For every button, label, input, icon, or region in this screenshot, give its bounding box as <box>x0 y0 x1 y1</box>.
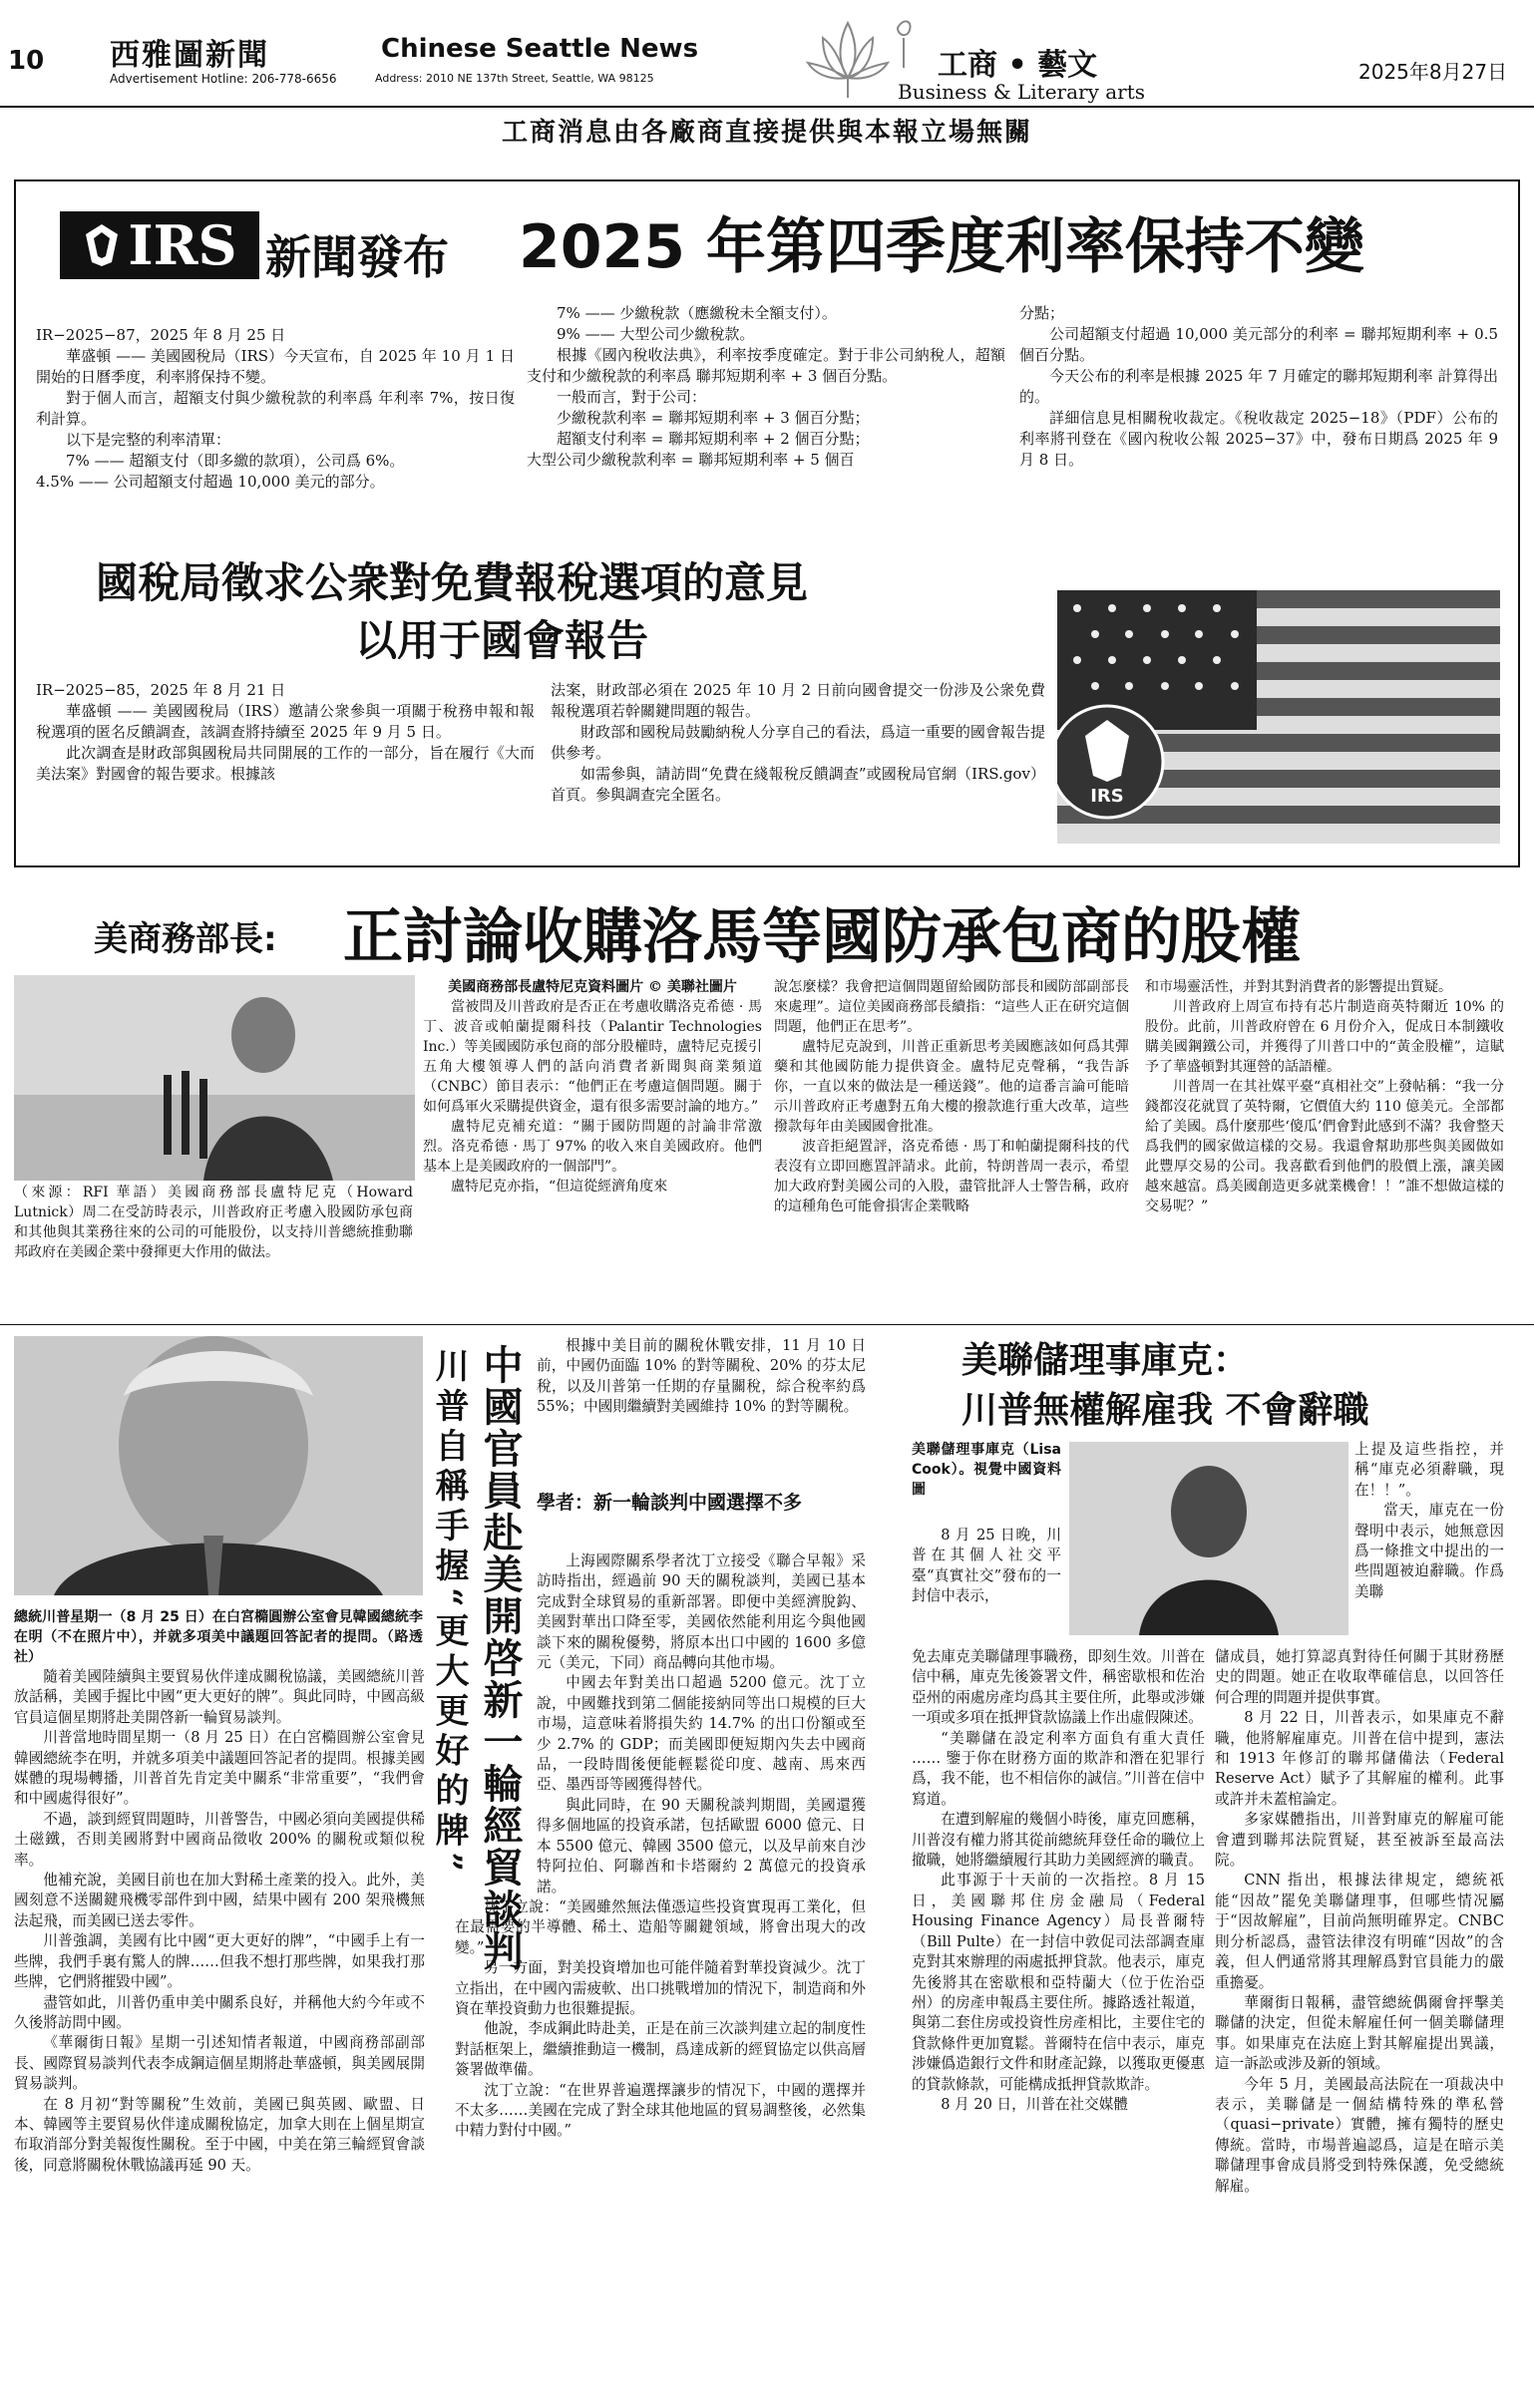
paragraph: 和市場靈活性，并對其對消費者的影響提出質疑。 <box>1145 979 1452 995</box>
paragraph: 華盛頓 —— 美國國稅局（IRS）今天宣布，自 2025 年 10 月 1 日開始的日曆季度，利率將保持不變。 <box>36 347 515 386</box>
paragraph: 多家媒體指出，川普對庫克的解雇可能會遭到聯邦法院質疑，甚至被訴至最高法院。 <box>1215 1811 1504 1870</box>
address: Address: 2010 NE 137th Street, Seattle, WA 98125 <box>375 72 654 85</box>
paragraph: 中國去年對美出口超過 5200 億元。沈丁立說，中國難找到第二個能接納同等出口規模的巨大市場，這意味着將損失約 14.7% 的出口份額或至少 2.7% 的 GDP；而美國即便短期內失去中國商品，一段時間後便能輕鬆從印度、越南、馬來西亞、墨西哥等國獲得替代。 <box>537 1674 866 1794</box>
irs2-col1 <box>36 680 535 785</box>
trump-photo <box>14 1336 423 1595</box>
paragraph: 不過，談到經貿問題時，川普警告，中國必須向美國提供稀土磁鐵，否則美國將對中國商品徵收 200% 的關稅或類似稅率。 <box>14 1810 425 1869</box>
paragraph: 說怎麼樣？我會把這個問題留給國防部長和國防部副部長來處理”。這位美國商務部長續指：“這些人正在研究這個問題，他們正在思考”。 <box>774 979 1129 1035</box>
fed-caption: 美聯儲理事庫克（Lisa Cook）。視覺中國資料圖 <box>912 1442 1061 1498</box>
commerce-col4 <box>1145 977 1504 1216</box>
fed-col1 <box>912 1647 1205 2115</box>
paragraph: 4.5% —— 公司超額支付超過 10,000 美元的部分。 <box>36 473 385 491</box>
irs1-dateline: IR−2025−87，2025 年 8 月 25 日 <box>36 326 286 344</box>
irs2-col2 <box>551 680 1045 806</box>
paragraph: 財政部和國稅局鼓勵納稅人分享自己的看法，爲這一重要的國會報告提供參考。 <box>551 723 1045 762</box>
paragraph: 在遭到解雇的幾個小時後，庫克回應稱，川普沒有權力將其從前總統拜登任命的職位上撤職，她將繼續履行其助力美國經濟的職責。 <box>912 1811 1205 1870</box>
paragraph: 詳細信息見相關稅收裁定。《稅收裁定 2025−18》（PDF）公布的利率將刊登在《國內稅收公報 2025−37》中，發布日期爲 2025 年 9 月 8 日。 <box>1019 409 1498 469</box>
paragraph: 當被問及川普政府是否正在考慮收購洛克希德 · 馬丁、波音或帕蘭提爾科技（Palantir Technologies Inc.）等美國國防承包商的部分股權時，盧特尼克援引五角大樓領導人們的話向消費者新聞與商業頻道（CNBC）節目表示：“他們正在考慮這個問題。關于如何爲軍火采購提供資金，還有很多需要討論的地方。” <box>423 999 762 1115</box>
paragraph: “美聯儲在設定利率方面負有重大責任 …… 鑒于你在財務方面的欺詐和潛在犯罪行爲，我不能，也不相信你的誠信。”川普在信中寫道。 <box>912 1729 1205 1808</box>
irs1-col2 <box>527 303 1005 471</box>
lutnick-photo <box>14 975 415 1181</box>
paragraph: 當天，庫克在一份聲明中表示，她無意因爲一條推文中提出的一些問題被迫辭職。作爲美聯 <box>1354 1502 1504 1600</box>
paragraph: 沈丁立說：“美國雖然無法僅憑這些投資實現再工業化，但在最需要的半導體、稀土、造船等關鍵領域，將會出現大的改變。” <box>455 1897 866 1956</box>
paper-name-en: Chinese Seattle News <box>381 34 699 64</box>
paragraph: 川普強調，美國有比中國“更大更好的牌”，“中國手上有一些牌，我們手裏有驚人的牌……但我不想打那些牌，如果我打那些牌，它們將摧毀中國”。 <box>14 1932 425 1991</box>
trade-col2-top <box>537 1336 866 1418</box>
fed-col2-top <box>1354 1440 1504 1602</box>
page-number: 10 <box>8 46 45 76</box>
paragraph: 根據中美目前的關稅休戰安排，11 月 10 日前，中國仍面臨 10% 的對等關稅、20% 的芬太尼稅，以及川普第一任期的存量關稅，綜合稅率約爲 55%；中國則繼續對美國維持 10% 的對等關稅。 <box>537 1337 866 1416</box>
cook-photo <box>1069 1442 1348 1635</box>
fed-col2 <box>1215 1647 1504 2197</box>
photo-credit: 美國商務部長盧特尼克資料圖片 © 美聯社圖片 <box>448 979 737 995</box>
irs-logo <box>60 211 259 279</box>
paragraph: 他補充說，美國目前也在加大對稀土產業的投入。此外，美國刻意不送關鍵飛機零部件到中國，結果中國有 200 架飛機無法起飛，而美國已送去零件。 <box>14 1872 425 1929</box>
paragraph: 沈丁立說：“在世界普遍選擇讓步的情况下，中國的選擇并不太多……美國在完成了對全球其他地區的貿易調整後，必然集中精力對付中國。” <box>455 2081 866 2140</box>
paragraph: 根據《國內稅收法典》，利率按季度確定。對于非公司納稅人，超額支付和少繳稅款的利率爲 聯邦短期利率 + 3 個百分點。 <box>527 346 1005 385</box>
paragraph: 9% —— 大型公司少繳稅款。 <box>557 325 755 343</box>
paragraph: 今天公布的利率是根據 2025 年 7 月確定的聯邦短期利率 計算得出的。 <box>1019 367 1498 406</box>
fed-headline-line2: 川普無權解雇我 不會辭職 <box>961 1390 1369 1431</box>
commerce-kicker: 美商務部長: <box>94 919 277 959</box>
paragraph: 此次調查是財政部與國稅局共同開展的工作的一部分，旨在履行《大而美法案》對國會的報告要求。根據該 <box>36 744 535 783</box>
paragraph: 上海國際關系學者沈丁立接受《聯合早報》采訪時指出，經過前 90 天的關稅談判，美國已基本完成對全球貿易的重新部署。即便中美經濟脫鈎、美國對華出口降至零，美國依然能利用迄今與他國談下來的關稅優勢，將原本出口中國的 1600 多億元（美元，下同）商品轉向其他市場。 <box>537 1552 866 1672</box>
paragraph: 川普當地時間星期一（8 月 25 日）在白宮橢圓辦公室會見韓國總統李在明，并就多項美中議題回答記者的提問。根據美國媒體的現場轉播，川普首先肯定美中關系“非常重要”，“我們會和中國處得很好”。 <box>14 1729 425 1808</box>
paragraph: 7% —— 超額支付（即多繳的款項），公司爲 6%。 <box>66 452 405 470</box>
lotus-logo <box>778 8 918 100</box>
paragraph: 波音拒絕置評，洛克希德 · 馬丁和帕蘭提爾科技的代表沒有立即回應置評請求。此前，特朗普周一表示，希望加大政府對美國公司的入股，盡管批評人士警告稱，政府的這種角色可能會損害企業戰略 <box>774 1139 1129 1214</box>
irs1-col1 <box>36 325 515 493</box>
paragraph: 法案，財政部必須在 2025 年 10 月 2 日前向國會提交一份涉及公衆免費報稅選項若幹關鍵問題的報告。 <box>551 681 1045 720</box>
commerce-headline: 正討論收購洛馬等國防承包商的股權 <box>343 902 1301 972</box>
trade-col2 <box>455 1551 866 2142</box>
fed-col1-lead <box>912 1526 1061 1607</box>
paragraph: 另一方面，對美投資增加也可能伴隨着對華投資減少。沈丁立指出，在中國內需疲軟、出口挑戰增加的情況下，制造商和外資在華投資動力也很難提振。 <box>455 1959 866 2017</box>
paragraph: CNN 指出，根據法律規定，總統祇能“因故”罷免美聯儲理事，但哪些情况屬于“因故解雇”，目前尚無明確界定。CNBC 則分析認爲，盡管法律沒有明確“因故”的含義，但人們通常將其理解爲對官員能力的嚴重擔憂。 <box>1215 1872 1504 1991</box>
irs1-col3 <box>1019 303 1498 471</box>
trade-headline: 中國官員赴美開啓新一輪經貿談判 <box>477 1344 523 1972</box>
irs2-headline-line2: 以用于國會報告 <box>355 616 649 665</box>
paragraph: 儲成員，她打算認真對待任何關于其財務歷史的問題。她正在收取準確信息，以回答任何合理的問題并提供事實。 <box>1215 1648 1504 1706</box>
paragraph: 隨着美國陸續與主要貿易伙伴達成關稅協議，美國總統川普放話稱，美國手握比中國“更大更好的牌”。與此同時，中國高級官員這個星期將赴美開啓新一輪貿易談判。 <box>14 1668 425 1726</box>
masthead-rule <box>0 106 1534 108</box>
paragraph: 分點； <box>1019 304 1065 322</box>
paragraph: 超額支付利率 = 聯邦短期利率 + 2 個百分點； <box>557 430 870 448</box>
paragraph: 大型公司少繳稅款利率 = 聯邦短期利率 + 5 個百 <box>527 451 855 469</box>
eagle-icon <box>82 222 122 268</box>
paragraph: 今年 5 月，美國最高法院在一項裁决中表示，美聯儲是一個結構特殊的準私營（quasi−private）實體，擁有獨特的歷史傳統。當時，市場普遍認爲，這是在暗示美聯儲理事會成員將受到特殊保護，免受總統解雇。 <box>1215 2075 1504 2195</box>
paragraph: 對于個人而言，超額支付與少繳稅款的利率爲 年利率 7%，按日復利計算。 <box>36 389 515 428</box>
paragraph: 川普周一在其社媒平臺“真相社交”上發帖稱：“我一分錢都沒花就買了英特爾，它價值大約 110 億美元。全部都給了美國。爲什麼那些‘傻瓜’們會對此感到不滿？我會整天爲我們的國家做這樣的交易。我還會幫助那些與美國做如此豐厚交易的公司。我喜歡看到他們的股價上漲，讓美國越來越富。爲美國創造更多就業機會！！”誰不想做這樣的交易呢？” <box>1145 1079 1504 1214</box>
paragraph: 華盛頓 —— 美國國稅局（IRS）邀請公衆參與一項關于稅務申報和報稅選項的匿名反饋調查，該調查將持續至 2025 年 9 月 5 日。 <box>36 702 535 741</box>
paragraph: 《華爾街日報》星期一引述知情者報道，中國商務部副部長、國際貿易談判代表李成鋼這個星期將赴華盛頓，與美國展開貿易談判。 <box>14 2034 425 2093</box>
paragraph: 一般而言，對于公司： <box>557 388 707 406</box>
paper-name-cn: 西雅圖新聞 <box>110 38 269 73</box>
paragraph: 此事源于十天前的一次指控。8 月 15 日，美國聯邦住房金融局（Federal Housing Finance Agency）局長普爾特（Bill Pulte）在一封信中敦促司法部調查庫克對其來辦理的兩處抵押貸款。他表示，庫克先後將其在密歇根和亞特蘭大（位于佐治亞州）的房產申報爲主要住所。據路透社報道，與第二套住房或投資性房產相比，主要住宅的貸款條件更加寬鬆。普爾特在信中表示，庫克涉嫌僞造銀行文件和財產記錄，以獲取更優惠的貸款條款，可能構成抵押貸款欺詐。 <box>912 1872 1205 2093</box>
paragraph: 在 8 月初“對等關稅”生效前，美國已與英國、歐盟、日本、韓國等主要貿易伙伴達成關稅協定，加拿大則在上個星期宣布取消部分對美報復性關稅。至于中國，中美在第三輪經貿會談後，同意將關稅休戰協議再延 90 天。 <box>14 2095 425 2174</box>
paragraph: 以下是完整的利率清單： <box>66 431 231 449</box>
paragraph: 上提及這些指控，并稱“庫克必須辭職，現在！！”。 <box>1354 1441 1504 1499</box>
paragraph: 華爾街日報稱，盡管總統偶爾會抨擊美聯儲的決定，但從未解雇任何一個美聯儲理事。如果庫克在法庭上對其解雇提出異議，這一訴訟或涉及新的領域。 <box>1215 1993 1504 2073</box>
paragraph: 7% —— 少繳稅款（應繳稅未全額支付）。 <box>557 304 837 322</box>
paragraph: 他說，李成鋼此時赴美，正是在前三次談判建立起的制度性對話框架上，繼續推動這一機制，爲達成新的經貿協定以供高層簽署做準備。 <box>455 2020 866 2079</box>
ad-hotline: Advertisement Hotline: 206-778-6656 <box>110 72 337 86</box>
trade-subheadline: 川普自稱手握“更大更好的牌” <box>429 1348 469 1879</box>
irs2-dateline: IR−2025−85，2025 年 8 月 21 日 <box>36 681 286 699</box>
fed-headline-line1: 美聯儲理事庫克： <box>961 1340 1250 1381</box>
section-name-cn: 工商 • 藝文 <box>938 48 1098 83</box>
disclaimer: 工商消息由各廠商直接提供與本報立場無關 <box>501 118 1032 148</box>
irs-badge: 新聞發布 <box>265 230 449 284</box>
paragraph: 盧特尼克亦指，“但這從經濟角度來 <box>451 1179 668 1195</box>
section-divider <box>0 1324 1534 1325</box>
paragraph: 盧特尼克說到，川普正重新思考美國應該如何爲其彈藥和其他國防能力提供資金。盧特尼克聲稱，“我告訴你，一直以來的做法是一種送錢”。他的這番言論可能暗示川普政府正考慮對五角大樓的撥款進行重大改革，這些撥款每年由美國國會批准。 <box>774 1039 1129 1135</box>
paragraph: 8 月 20 日，川普在社交媒體 <box>941 2095 1128 2113</box>
irs-logo-text: IRS <box>128 213 237 277</box>
paragraph: 少繳稅款利率 = 聯邦短期利率 + 3 個百分點； <box>557 409 870 427</box>
paragraph: 8 月 25 日晚，川普在其個人社交平臺“真實社交”發布的一封信中表示， <box>912 1527 1061 1605</box>
commerce-caption: （來源：RFI 華語）美國商務部長盧特尼克（Howard Lutnick）周二在受訪時表示，川普政府正考慮入股國防承包商和其他與其業務往來的公司的可能股份，以支持川普總統推動聯邦政府在美國企業中發揮更大作用的做法。 <box>14 1185 413 1260</box>
section-name-en: Business & Literary arts <box>898 80 1146 104</box>
paragraph: 盧特尼克補充道：“關于國防問題的討論非常激烈。洛克希德 · 馬丁 97% 的收入來自美國政府。他們基本上是美國政府的一個部門”。 <box>423 1119 762 1175</box>
trade-section-subhead: 學者：新一輪談判中國選擇不多 <box>537 1492 803 1514</box>
paragraph: 川普政府上周宣布持有芯片制造商英特爾近 10% 的股份。此前，川普政府曾在 6 月份介入，促成日本制鐵收購美國鋼鐵公司，并獲得了川普口中的“黃金股權”，這賦予了華盛頓對其運營的話語權。 <box>1145 999 1504 1075</box>
irs-headline: 2025 年第四季度利率保持不變 <box>519 212 1364 282</box>
trade-caption: 總統川普星期一（8 月 25 日）在白宮橢圓辦公室會見韓國總統李在明（不在照片中），并就多項美中議題回答記者的提問。（路透社） <box>14 1609 423 1665</box>
flag-irs-image <box>1057 590 1500 844</box>
commerce-col2 <box>423 977 762 1197</box>
trade-col1 <box>14 1667 425 2176</box>
paragraph: 免去庫克美聯儲理事職務，即刻生效。川普在信中稱，庫克先後簽署文件，稱密歇根和佐治亞州的兩處房產均爲其主要住所，此舉或涉嫌一項或多項在抵押貸款協議上作出虛假陳述。 <box>912 1648 1205 1727</box>
commerce-col3 <box>774 977 1129 1216</box>
issue-date: 2025年8月27日 <box>1358 60 1508 84</box>
paragraph: 公司超額支付超過 10,000 美元部分的利率 = 聯邦短期利率 + 0.5 個百分點。 <box>1019 325 1498 364</box>
paragraph: 與此同時，在 90 天關稅談判期間，美國還獲得多個地區的投資承諾，包括歐盟 6000 億元、日本 5500 億元、韓國 3500 億元，以及早前來自沙特阿拉伯、阿聯酋和卡塔爾約 2 萬億元的投資承諾。 <box>537 1796 866 1895</box>
paragraph: 如需參與，請訪問“免費在綫報稅反饋調查”或國稅局官網（IRS.gov）首頁。參與調查完全匿名。 <box>551 765 1045 804</box>
irs2-headline-line1: 國稅局徵求公衆對免費報稅選項的意見 <box>96 558 809 607</box>
irs-seal-text: IRS <box>1090 786 1124 807</box>
paragraph: 盡管如此，川普仍重申美中關系良好，并稱他大約今年或不久後將訪問中國。 <box>14 1993 425 2031</box>
paragraph: 8 月 22 日，川普表示，如果庫克不辭職，他將解雇庫克。川普在信中提到，憲法和 1913 年修訂的聯邦儲備法（Federal Reserve Act）賦予了其解雇的權利。此事或許并未蓋棺論定。 <box>1215 1709 1504 1808</box>
